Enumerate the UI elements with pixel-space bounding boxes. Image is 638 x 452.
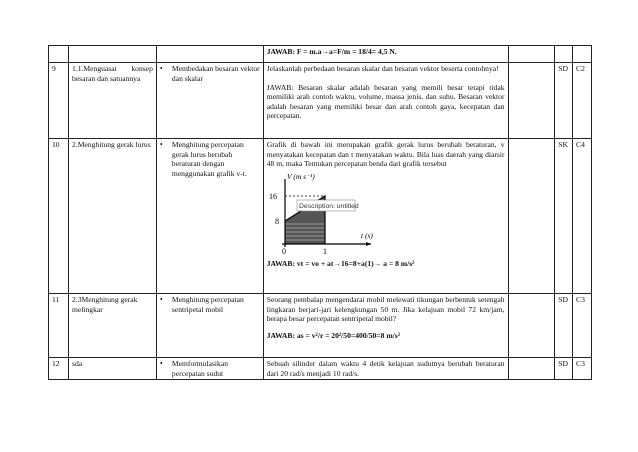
bullet-icon: • <box>159 295 163 304</box>
table-row <box>49 139 592 294</box>
cell-gap <box>508 63 555 139</box>
y-tick-label: 8 <box>274 216 279 226</box>
cell-level: SD <box>555 358 573 380</box>
cell-no: 9 <box>49 63 69 139</box>
y-axis-label: V (m s⁻¹) <box>286 171 315 181</box>
cell-no: 12 <box>49 358 69 380</box>
table-row <box>49 358 592 380</box>
answer-text: JAWAB: as = v²/r = 20²/50=400/50=8 m/s² <box>266 330 400 340</box>
cell-c: C3 <box>573 358 592 380</box>
table-row <box>49 46 592 63</box>
answer-text: JAWAB: F = m.a→a=F/m = 18/4= 4,5 N. <box>266 47 397 56</box>
cell-indikator: • Memformulasikan percepatan sudut <box>156 358 263 380</box>
cell-indikator: • Membedakan besaran vektor dan skalar <box>156 63 263 139</box>
x-tick-label: 0 <box>281 246 286 255</box>
cell-indikator: • Menghitung percepatan gerak lurus berubah beraturan dengan menggunakan grafik v-t. <box>156 139 263 294</box>
answer-text: JAWAB: vt = vo + at→16=8+a(1)→ a = 8 m/s² <box>266 259 415 269</box>
cell-no: 11 <box>49 294 69 358</box>
cell-level: SD <box>555 63 573 139</box>
cell-gap <box>508 294 555 358</box>
answer-text: JAWAB: Besaran skalar adalah besaran yang memili besar tetapi tidak memiliki arah contoh waktu, volume, massa jenis, dan suhu. Besaran vektor adalah besaran yang memiliki besar dan arah contoh gaya, kecepatan dan percepatan. <box>266 82 505 121</box>
x-arrow-icon <box>366 242 371 246</box>
bullet-icon: • <box>159 140 163 149</box>
x-tick-label: 1 <box>322 246 327 255</box>
cell-indikator: • Menghitung percepatan sentripetal mobil <box>156 294 263 358</box>
cell-no <box>49 46 69 63</box>
cell-soal <box>263 358 508 380</box>
y-tick-label: 16 <box>268 191 277 201</box>
description-label: Description: untitled <box>298 202 359 210</box>
cell-c: C3 <box>573 294 592 358</box>
bullet-icon: • <box>159 64 163 73</box>
bullet-icon: • <box>159 359 163 368</box>
question-text: Grafik di bawah ini merupakan grafik gerak lurus berubah beraturan, v menyatakan kecepatan dan t menyatakan waktu. Bila luas daerah yang diarsir 48 m, maka Tentukan percepatan benda dari grafik tersebut <box>266 140 505 169</box>
cell-kd <box>69 46 157 63</box>
question-grid-table <box>48 45 592 380</box>
cell-soal <box>263 294 508 358</box>
cell-soal <box>263 63 508 139</box>
cell-c <box>573 46 592 63</box>
cell-indikator <box>156 46 263 63</box>
cell-soal <box>263 139 508 294</box>
question-text: Seorang pembalap mengendarai mobil melewati tikungan berbentuk setengah lingkaran berjari-jari kelengkungan 50 m. Jika kelajuan mobil 72 km/jam, berapa besar percepatan sentripetal mobil? <box>266 295 505 324</box>
cell-level: SK <box>555 139 573 294</box>
cell-level <box>555 46 573 63</box>
cell-kd: 1.1.Menguasai konsep besaran dan satuannya <box>69 63 157 139</box>
cell-no: 10 <box>49 139 69 294</box>
cell-gap <box>508 139 555 294</box>
vt-graph <box>267 171 505 258</box>
cell-gap <box>508 46 555 63</box>
cell-kd: 2.3Menghitung gerak melingkar <box>69 294 157 358</box>
vt-graph-svg <box>267 171 385 255</box>
cell-kd: 2.Menghitung gerak lurus <box>69 139 157 294</box>
cell-soal <box>263 46 508 63</box>
cell-kd: sda <box>69 358 157 380</box>
cell-level: SD <box>555 294 573 358</box>
question-text: Sebuah silinder dalam waktu 4 detik kelajuan sudutnya berubah beraturan dari 20 rad/s menjadi 10 rad/s. <box>266 359 505 378</box>
table-row <box>49 63 592 139</box>
cell-gap <box>508 358 555 380</box>
cell-c: C2 <box>573 63 592 139</box>
question-text: Jelaskanlah perbedaan besaran skalar dan besaran vektor beserta contohnya! <box>266 64 499 73</box>
table-row <box>49 294 592 358</box>
cell-c: C4 <box>573 139 592 294</box>
x-axis-label: t (s) <box>360 230 373 240</box>
